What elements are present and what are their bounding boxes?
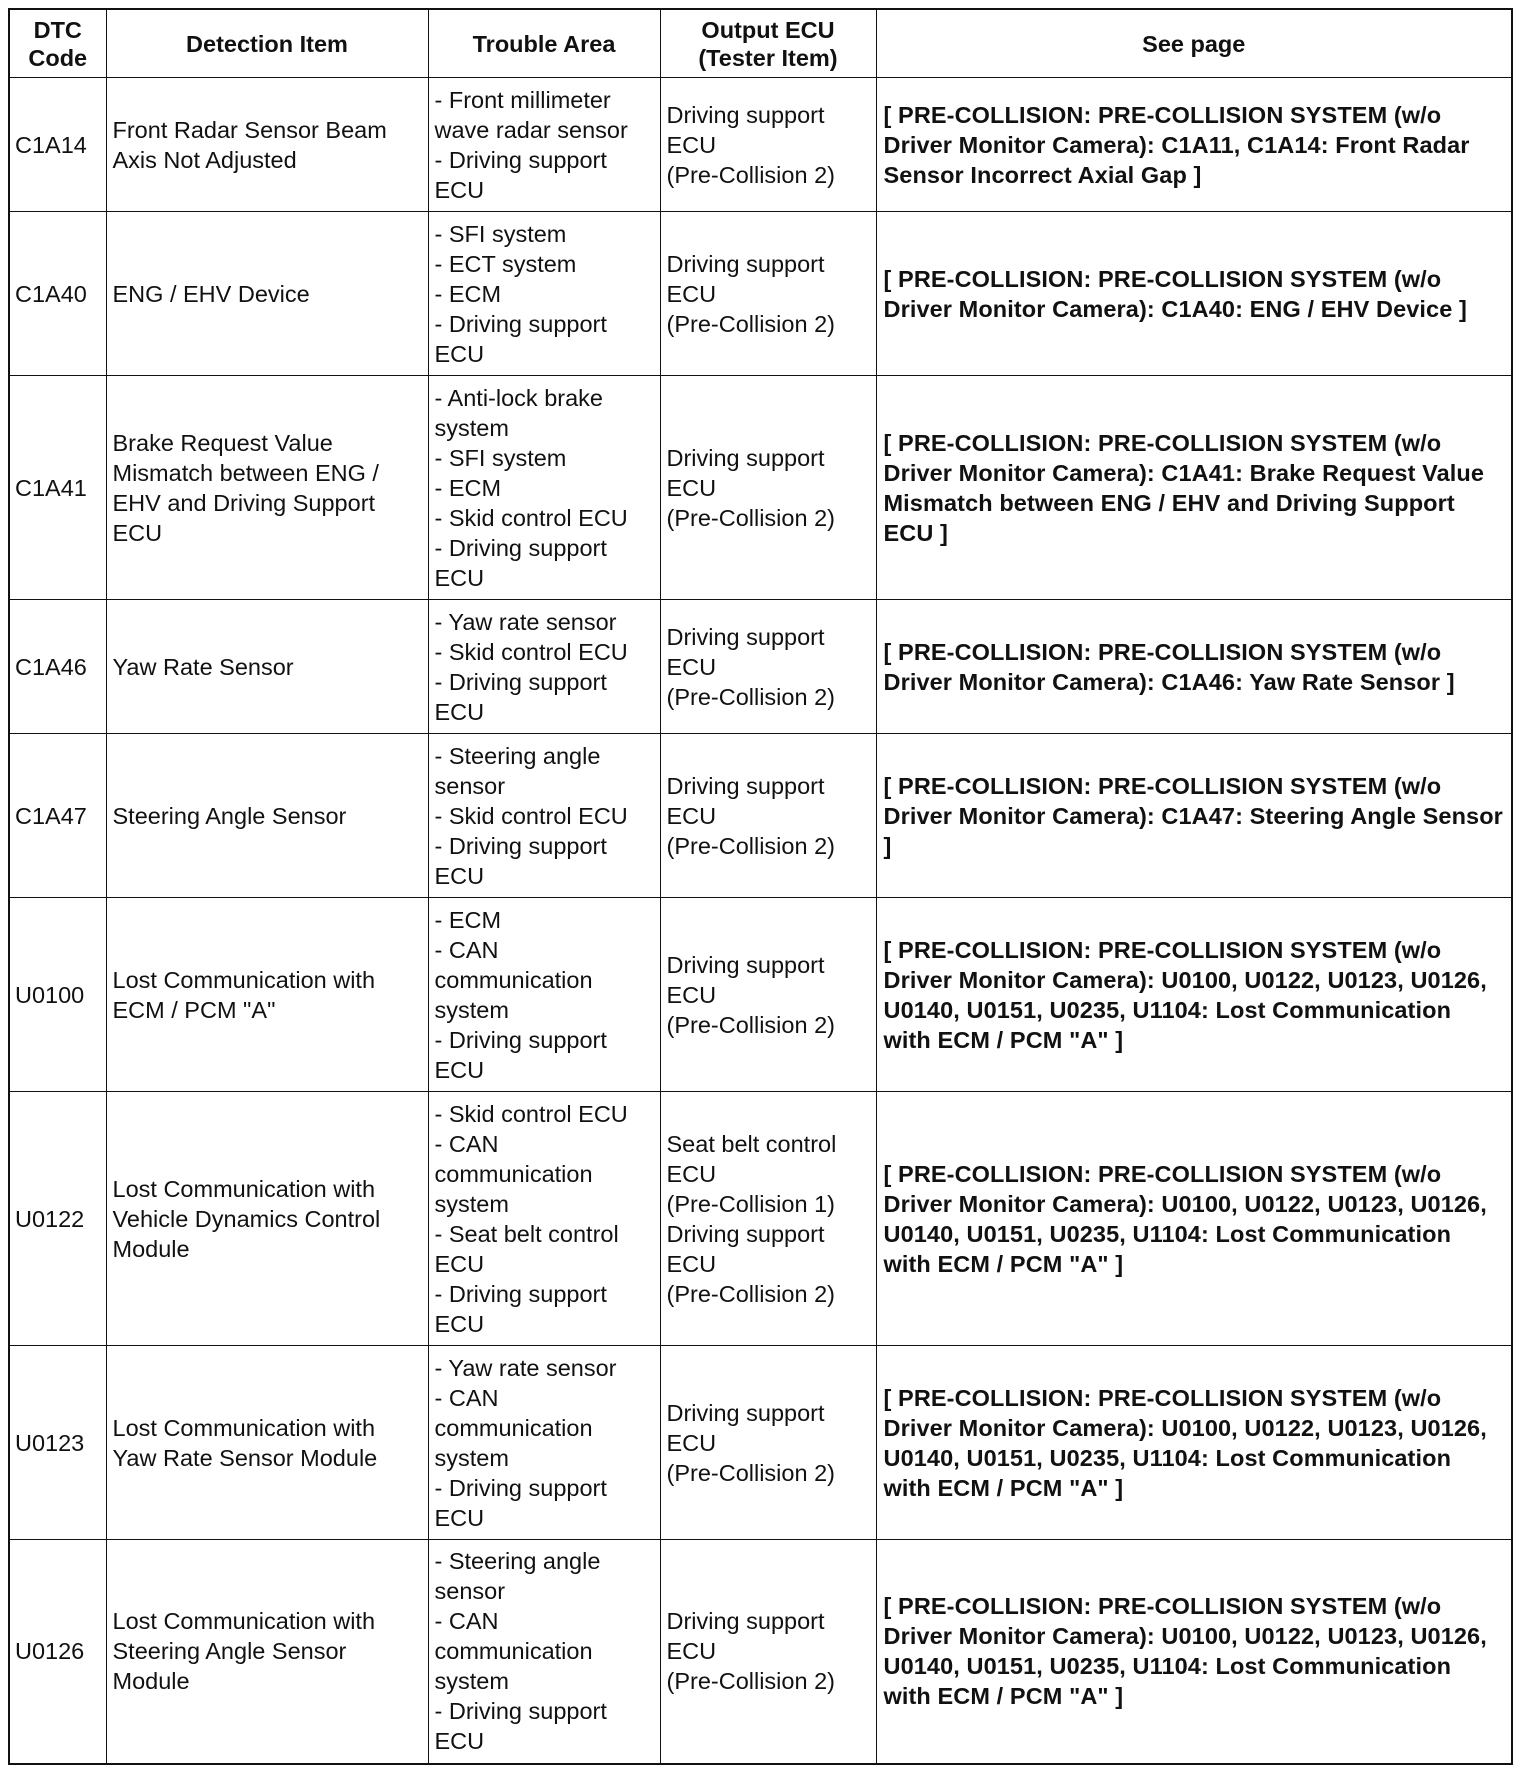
see-page-link[interactable]: [ PRE-COLLISION: PRE-COLLISION SYSTEM (w/o Driver Monitor Camera): U0100, U0122, U0123, U0126, U0140, U0151, U0235, U1104: Lost Communication with ECM / PCM "A" ]: [876, 898, 1512, 1092]
trouble-area-line: - Driving support: [434, 832, 607, 859]
output-ecu-cell: [660, 1540, 876, 1764]
see-page-link[interactable]: [ PRE-COLLISION: PRE-COLLISION SYSTEM (w/o Driver Monitor Camera): C1A41: Brake Request Value Mismatch between ENG / EHV and Driving Support ECU ]: [876, 376, 1512, 600]
header-dtc-code-l1: DTC Code: [28, 16, 88, 71]
header-trouble-area: Trouble Area: [428, 9, 660, 78]
trouble-area-line: - Skid control ECU: [434, 504, 628, 531]
header-output-ecu: [660, 9, 876, 78]
output-ecu-line: (Pre-Collision 2): [666, 1459, 835, 1486]
trouble-area-line: ECU: [434, 1250, 485, 1277]
trouble-area-line: - Driving support: [434, 1698, 607, 1725]
detection-item-cell: Lost Communication with Vehicle Dynamics Control Module: [106, 1092, 428, 1346]
detection-item-cell: Steering Angle Sensor: [106, 734, 428, 898]
output-ecu-line: ECU: [666, 802, 717, 829]
trouble-area-line: - Driving support: [434, 1474, 607, 1501]
trouble-area-line: - ECM: [434, 280, 502, 307]
table-row: [9, 212, 1512, 376]
trouble-area-line: ECU: [434, 1504, 485, 1531]
output-ecu-line: (Pre-Collision 2): [666, 683, 835, 710]
trouble-area-cell: [428, 376, 660, 600]
trouble-area-line: - Yaw rate sensor: [434, 1354, 617, 1381]
see-page-link[interactable]: [ PRE-COLLISION: PRE-COLLISION SYSTEM (w/o Driver Monitor Camera): U0100, U0122, U0123, U0126, U0140, U0151, U0235, U1104: Lost Communication with ECM / PCM "A" ]: [876, 1346, 1512, 1540]
trouble-area-line: - ECM: [434, 474, 502, 501]
trouble-area-line: - SFI system: [434, 444, 567, 471]
trouble-area-line: - CAN: [434, 1130, 499, 1157]
output-ecu-cell: [660, 1092, 876, 1346]
trouble-area-line: - Yaw rate sensor: [434, 608, 617, 635]
dtc-code-cell: U0100: [9, 898, 106, 1092]
output-ecu-line: (Pre-Collision 2): [666, 1668, 835, 1695]
dtc-table: [8, 8, 1513, 1765]
trouble-area-line: ECU: [434, 1728, 485, 1755]
trouble-area-line: - Skid control ECU: [434, 638, 628, 665]
output-ecu-line: ECU: [666, 1638, 717, 1665]
table-row: [9, 376, 1512, 600]
trouble-area-line: - Anti-lock brake: [434, 384, 603, 411]
trouble-area-cell: [428, 1092, 660, 1346]
trouble-area-line: - Steering angle: [434, 742, 601, 769]
output-ecu-line: ECU: [666, 653, 717, 680]
see-page-link[interactable]: [ PRE-COLLISION: PRE-COLLISION SYSTEM (w/o Driver Monitor Camera): C1A11, C1A14: Front Radar Sensor Incorrect Axial Gap ]: [876, 78, 1512, 212]
output-ecu-line: ECU: [666, 1429, 717, 1456]
trouble-area-line: - Driving support: [434, 534, 607, 561]
output-ecu-line: Driving support: [666, 1220, 825, 1247]
output-ecu-line: (Pre-Collision 1): [666, 1190, 835, 1217]
detection-item-cell: ENG / EHV Device: [106, 212, 428, 376]
output-ecu-cell: [660, 734, 876, 898]
output-ecu-line: Driving support: [666, 101, 825, 128]
trouble-area-cell: [428, 212, 660, 376]
table-row: [9, 600, 1512, 734]
detection-item-cell: Lost Communication with Steering Angle Sensor Module: [106, 1540, 428, 1764]
dtc-code-cell: C1A46: [9, 600, 106, 734]
trouble-area-line: system: [434, 1668, 509, 1695]
trouble-area-line: - SFI system: [434, 220, 567, 247]
dtc-code-cell: U0126: [9, 1540, 106, 1764]
see-page-link[interactable]: [ PRE-COLLISION: PRE-COLLISION SYSTEM (w/o Driver Monitor Camera): C1A46: Yaw Rate Sensor ]: [876, 600, 1512, 734]
trouble-area-line: - Seat belt control: [434, 1220, 619, 1247]
trouble-area-line: - Driving support: [434, 668, 607, 695]
trouble-area-cell: [428, 734, 660, 898]
see-page-link[interactable]: [ PRE-COLLISION: PRE-COLLISION SYSTEM (w/o Driver Monitor Camera): C1A40: ENG / EHV Device ]: [876, 212, 1512, 376]
output-ecu-line: (Pre-Collision 2): [666, 161, 835, 188]
output-ecu-line: ECU: [666, 981, 717, 1008]
trouble-area-line: system: [434, 414, 509, 441]
output-ecu-line: (Pre-Collision 2): [666, 310, 835, 337]
header-output-ecu-text: Output ECU (Tester Item): [698, 16, 838, 71]
trouble-area-line: communication: [434, 1414, 593, 1441]
table-row: [9, 898, 1512, 1092]
trouble-area-line: - ECT system: [434, 250, 577, 277]
table-body: [9, 78, 1512, 1764]
trouble-area-line: - Front millimeter: [434, 86, 611, 113]
output-ecu-line: (Pre-Collision 2): [666, 832, 835, 859]
trouble-area-cell: [428, 1540, 660, 1764]
trouble-area-line: - ECM: [434, 906, 502, 933]
table-row: [9, 1540, 1512, 1764]
output-ecu-cell: [660, 376, 876, 600]
output-ecu-line: Driving support: [666, 951, 825, 978]
detection-item-cell: Front Radar Sensor Beam Axis Not Adjusted: [106, 78, 428, 212]
header-detection-item: Detection Item: [106, 9, 428, 78]
output-ecu-cell: [660, 1346, 876, 1540]
header-dtc-code: [9, 9, 106, 78]
dtc-code-cell: C1A40: [9, 212, 106, 376]
output-ecu-line: ECU: [666, 280, 717, 307]
trouble-area-cell: [428, 78, 660, 212]
see-page-link[interactable]: [ PRE-COLLISION: PRE-COLLISION SYSTEM (w/o Driver Monitor Camera): U0100, U0122, U0123, U0126, U0140, U0151, U0235, U1104: Lost Communication with ECM / PCM "A" ]: [876, 1540, 1512, 1764]
trouble-area-line: wave radar sensor: [434, 116, 628, 143]
see-page-link[interactable]: [ PRE-COLLISION: PRE-COLLISION SYSTEM (w/o Driver Monitor Camera): C1A47: Steering Angle Sensor ]: [876, 734, 1512, 898]
output-ecu-cell: [660, 212, 876, 376]
output-ecu-line: Driving support: [666, 444, 825, 471]
trouble-area-line: ECU: [434, 340, 485, 367]
trouble-area-line: - Driving support: [434, 310, 607, 337]
output-ecu-line: Seat belt control: [666, 1130, 837, 1157]
trouble-area-line: ECU: [434, 1056, 485, 1083]
trouble-area-line: - Driving support: [434, 1026, 607, 1053]
output-ecu-line: Driving support: [666, 772, 825, 799]
trouble-area-line: ECU: [434, 176, 485, 203]
trouble-area-line: sensor: [434, 772, 506, 799]
output-ecu-line: ECU: [666, 474, 717, 501]
output-ecu-line: ECU: [666, 131, 717, 158]
table-row: [9, 734, 1512, 898]
trouble-area-line: sensor: [434, 1578, 506, 1605]
output-ecu-cell: [660, 78, 876, 212]
dtc-code-cell: U0122: [9, 1092, 106, 1346]
trouble-area-cell: [428, 898, 660, 1092]
dtc-code-cell: U0123: [9, 1346, 106, 1540]
table-row: [9, 1346, 1512, 1540]
trouble-area-line: communication: [434, 966, 593, 993]
trouble-area-line: - Skid control ECU: [434, 1100, 628, 1127]
trouble-area-line: system: [434, 1444, 509, 1471]
output-ecu-line: (Pre-Collision 2): [666, 504, 835, 531]
dtc-code-cell: C1A41: [9, 376, 106, 600]
table-row: [9, 78, 1512, 212]
table-row: [9, 1092, 1512, 1346]
trouble-area-cell: [428, 1346, 660, 1540]
trouble-area-line: communication: [434, 1638, 593, 1665]
output-ecu-line: Driving support: [666, 623, 825, 650]
output-ecu-line: (Pre-Collision 2): [666, 1280, 835, 1307]
trouble-area-line: ECU: [434, 564, 485, 591]
see-page-link[interactable]: [ PRE-COLLISION: PRE-COLLISION SYSTEM (w/o Driver Monitor Camera): U0100, U0122, U0123, U0126, U0140, U0151, U0235, U1104: Lost Communication with ECM / PCM "A" ]: [876, 1092, 1512, 1346]
trouble-area-line: - Steering angle: [434, 1548, 601, 1575]
trouble-area-line: - Skid control ECU: [434, 802, 628, 829]
trouble-area-line: - CAN: [434, 936, 499, 963]
trouble-area-line: ECU: [434, 1310, 485, 1337]
trouble-area-line: system: [434, 996, 509, 1023]
detection-item-cell: Yaw Rate Sensor: [106, 600, 428, 734]
detection-item-cell: Lost Communication with Yaw Rate Sensor Module: [106, 1346, 428, 1540]
output-ecu-line: ECU: [666, 1250, 717, 1277]
detection-item-cell: Lost Communication with ECM / PCM "A": [106, 898, 428, 1092]
output-ecu-line: Driving support: [666, 1608, 825, 1635]
trouble-area-line: - CAN: [434, 1384, 499, 1411]
trouble-area-line: - CAN: [434, 1608, 499, 1635]
trouble-area-line: ECU: [434, 862, 485, 889]
trouble-area-line: system: [434, 1190, 509, 1217]
output-ecu-line: Driving support: [666, 250, 825, 277]
dtc-code-cell: C1A47: [9, 734, 106, 898]
trouble-area-cell: [428, 600, 660, 734]
trouble-area-line: ECU: [434, 698, 485, 725]
trouble-area-line: communication: [434, 1160, 593, 1187]
trouble-area-line: - Driving support: [434, 1280, 607, 1307]
output-ecu-line: ECU: [666, 1160, 717, 1187]
output-ecu-cell: [660, 898, 876, 1092]
output-ecu-cell: [660, 600, 876, 734]
header-see-page: See page: [876, 9, 1512, 78]
dtc-code-cell: C1A14: [9, 78, 106, 212]
header-row: [9, 9, 1512, 78]
detection-item-cell: Brake Request Value Mismatch between ENG / EHV and Driving Support ECU: [106, 376, 428, 600]
trouble-area-line: - Driving support: [434, 146, 607, 173]
output-ecu-line: Driving support: [666, 1399, 825, 1426]
output-ecu-line: (Pre-Collision 2): [666, 1011, 835, 1038]
